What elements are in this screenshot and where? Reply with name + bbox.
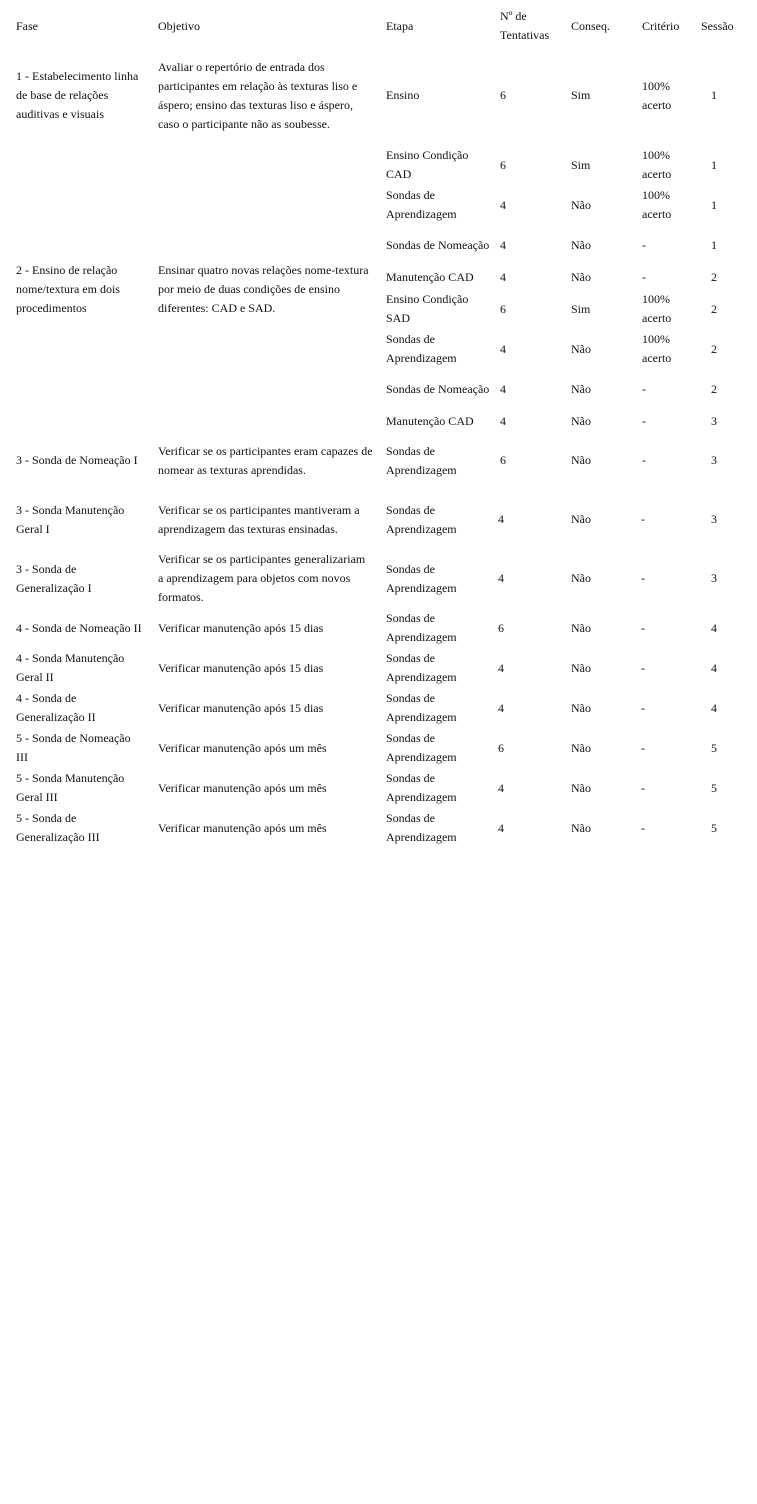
cell-etapa-text: Sondas de Aprendizagem [386,691,457,724]
cell-tentativas [500,186,564,224]
cell-criterio-text: - [641,780,645,795]
cell-conseq-text: Sim [571,157,591,172]
cell-tentativas-text: 4 [500,197,506,212]
cell-conseq-text: Não [571,381,591,396]
cell-tentativas [500,266,564,288]
cell-tentativas-text: 4 [498,700,504,715]
cell-criterio [642,226,696,264]
cell-sessao [711,491,757,548]
cell-tentativas-text: 6 [498,620,504,635]
cell-sessao-text: 5 [711,820,717,835]
cell-conseq-text: Não [571,269,591,284]
cell-conseq-text: Não [571,780,591,795]
column-header-etapa-text: Etapa [386,18,414,33]
cell-etapa-text: Sondas de Nomeação [386,381,490,396]
cell-tentativas [500,226,564,264]
cell-conseq-text: Não [571,197,591,212]
cell-fase [16,146,144,432]
cell-fase [16,609,144,647]
cell-sessao-text: 3 [711,571,717,585]
cell-tentativas-text: 6 [500,453,506,467]
cell-etapa [386,266,494,288]
cell-criterio-text: - [642,453,646,467]
cell-tentativas-text: 4 [500,269,506,284]
cell-sessao [711,330,757,368]
cell-tentativas [498,609,562,647]
cell-criterio [642,370,696,408]
cell-criterio-text: - [641,700,645,715]
cell-fase-text: 5 - Sonda Manutenção Geral III [16,771,125,804]
cell-sessao-text: 2 [711,301,717,316]
cell-sessao-text: 5 [711,780,717,795]
cell-conseq [571,186,637,224]
cell-sessao-text: 4 [711,660,717,675]
cell-objetivo-text: Verificar manutenção após um mês [158,820,327,835]
cell-sessao [711,769,757,807]
cell-conseq-text: Não [571,820,591,835]
cell-objetivo-text: Verificar manutenção após um mês [158,780,327,795]
cell-tentativas [500,432,564,489]
column-header-conseq-text: Conseq. [571,18,610,33]
cell-sessao [711,649,757,687]
cell-criterio [642,290,696,328]
cell-criterio [641,689,695,727]
cell-conseq-text: Não [571,512,591,526]
column-header-conseq [571,7,637,45]
cell-conseq-text: Não [571,700,591,715]
cell-criterio-text: 100% acerto [642,292,672,325]
cell-tentativas-text: 4 [498,512,504,526]
cell-objetivo [158,729,373,767]
cell-conseq-text: Não [571,571,591,585]
cell-sessao-text: 1 [711,88,717,102]
cell-tentativas-text: 4 [500,237,506,252]
cell-sessao-text: 2 [711,381,717,396]
cell-fase-text: 3 - Sonda de Nomeação I [16,453,138,467]
cell-objetivo [158,689,373,727]
cell-objetivo-text: Verificar se os participantes eram capazes de nomear as texturas aprendidas. [158,443,373,477]
cell-objetivo-text: Verificar manutenção após 15 dias [158,620,324,635]
cell-conseq [571,48,637,143]
cell-conseq [571,432,637,489]
column-header-criterio-text: Critério [642,18,680,33]
cell-etapa [386,290,494,328]
cell-etapa [386,729,494,767]
cell-tentativas-text: 6 [498,740,504,755]
cell-tentativas-text: 4 [498,780,504,795]
cell-criterio [641,550,695,607]
cell-sessao [711,432,757,489]
cell-tentativas [498,550,562,607]
cell-etapa [386,769,494,807]
cell-etapa-text: Sondas de Aprendizagem [386,811,457,844]
cell-fase-text: 4 - Sonda de Nomeação II [16,620,142,635]
cell-sessao [711,410,757,432]
cell-sessao-text: 1 [711,237,717,252]
column-header-tentativas [500,7,564,45]
cell-etapa [386,410,494,432]
cell-etapa-text: Sondas de Aprendizagem [386,332,457,365]
cell-criterio-text: - [641,740,645,755]
cell-conseq [571,729,637,767]
cell-sessao-text: 3 [711,512,717,526]
cell-sessao [711,370,757,408]
cell-objetivo [158,769,373,807]
cell-sessao-text: 2 [711,269,717,284]
cell-etapa [386,809,494,847]
cell-conseq [571,330,637,368]
cell-tentativas [498,809,562,847]
column-header-objetivo [158,7,373,45]
cell-objetivo [158,146,373,432]
cell-conseq-text: Sim [571,88,591,102]
column-header-sessao [701,7,751,45]
cell-objetivo [158,649,373,687]
cell-conseq [571,689,637,727]
cell-tentativas-text: 4 [498,571,504,585]
cell-etapa [386,186,494,224]
cell-etapa-text: Sondas de Aprendizagem [386,651,457,684]
cell-conseq-text: Não [571,413,591,428]
cell-etapa-text: Sondas de Aprendizagem [386,188,457,221]
cell-conseq [571,809,637,847]
cell-objetivo-text: Verificar se os participantes mantiveram a aprendizagem das texturas ensinadas. [158,502,360,536]
cell-objetivo-text: Verificar se os participantes generalizariam a aprendizagem para objetos com novos formatos. [158,552,366,604]
cell-etapa [386,491,494,548]
cell-tentativas-text: 4 [498,820,504,835]
cell-conseq-text: Não [571,453,591,467]
cell-sessao [711,550,757,607]
cell-objetivo [158,432,373,489]
cell-tentativas [500,290,564,328]
cell-etapa-text: Ensino [386,88,420,102]
cell-objetivo [158,48,373,143]
cell-conseq [571,226,637,264]
cell-conseq [571,290,637,328]
column-header-criterio [642,7,696,45]
cell-fase-text: 5 - Sonda de Generalização III [16,811,100,844]
cell-tentativas [498,729,562,767]
cell-conseq [571,491,637,548]
cell-criterio [642,48,696,143]
cell-criterio [642,410,696,432]
column-header-fase [16,7,144,45]
cell-conseq-text: Sim [571,301,591,316]
cell-criterio [641,809,695,847]
cell-sessao [711,689,757,727]
cell-etapa-text: Sondas de Aprendizagem [386,502,457,536]
cell-tentativas [500,330,564,368]
cell-sessao [711,290,757,328]
cell-conseq-text: Não [571,620,591,635]
cell-criterio-text: - [642,381,646,396]
cell-conseq-text: Não [571,660,591,675]
cell-objetivo-text: Verificar manutenção após 15 dias [158,700,324,715]
cell-criterio [641,491,695,548]
cell-conseq [571,609,637,647]
cell-fase-text: 3 - Sonda de Generalização I [16,561,92,595]
cell-tentativas-text: 6 [500,157,506,172]
cell-etapa-text: Manutenção CAD [386,413,474,428]
cell-objetivo [158,809,373,847]
cell-conseq-text: Não [571,740,591,755]
cell-etapa [386,226,494,264]
cell-conseq [571,146,637,184]
cell-etapa [386,609,494,647]
cell-criterio-text: 100% acerto [642,148,672,181]
cell-criterio-text: 100% acerto [642,188,672,221]
cell-fase [16,769,144,807]
cell-sessao [711,266,757,288]
cell-etapa-text: Manutenção CAD [386,269,474,284]
cell-sessao-text: 3 [711,453,717,467]
cell-tentativas [498,769,562,807]
cell-criterio-text: - [641,820,645,835]
cell-sessao-text: 4 [711,700,717,715]
cell-fase [16,689,144,727]
cell-sessao-text: 1 [711,197,717,212]
cell-etapa-text: Ensino Condição SAD [386,292,469,325]
cell-sessao [711,146,757,184]
cell-criterio [641,649,695,687]
cell-conseq [571,266,637,288]
cell-fase [16,809,144,847]
cell-criterio [641,609,695,647]
cell-tentativas [500,146,564,184]
cell-tentativas [500,410,564,432]
column-header-fase-text: Fase [16,18,38,33]
cell-criterio [641,769,695,807]
column-header-objetivo-text: Objetivo [158,18,200,33]
cell-criterio-text: - [641,660,645,675]
cell-tentativas-text: 6 [500,88,506,102]
column-header-etapa [386,7,494,45]
cell-criterio [642,330,696,368]
cell-fase-text: 2 - Ensino de relação nome/textura em dois procedimentos [16,262,120,315]
cell-objetivo-text: Verificar manutenção após 15 dias [158,660,324,675]
cell-etapa [386,146,494,184]
cell-fase [16,432,144,489]
cell-tentativas [498,649,562,687]
cell-criterio-text: - [642,413,646,428]
cell-tentativas [500,370,564,408]
cell-fase [16,649,144,687]
column-header-tentativas-text: Nº de Tentativas [500,9,550,42]
cell-etapa [386,550,494,607]
cell-tentativas-text: 6 [500,301,506,316]
cell-sessao [711,48,757,143]
cell-sessao [711,729,757,767]
cell-etapa [386,649,494,687]
cell-etapa [386,370,494,408]
cell-conseq-text: Não [571,237,591,252]
cell-etapa-text: Sondas de Aprendizagem [386,611,457,644]
cell-etapa [386,330,494,368]
cell-criterio [641,729,695,767]
cell-fase-text: 4 - Sonda Manutenção Geral II [16,651,125,684]
cell-sessao-text: 2 [711,341,717,356]
cell-tentativas-text: 4 [498,660,504,675]
cell-fase [16,550,144,607]
cell-etapa [386,432,494,489]
cell-objetivo [158,550,373,607]
cell-fase [16,729,144,767]
column-header-sessao-text: Sessão [701,18,734,33]
cell-fase-text: 5 - Sonda de Nomeação III [16,731,131,764]
cell-fase-text: 3 - Sonda Manutenção Geral I [16,502,125,536]
cell-tentativas-text: 4 [500,413,506,428]
cell-criterio-text: - [641,620,645,635]
cell-conseq [571,550,637,607]
cell-criterio-text: - [642,269,646,284]
cell-etapa [386,689,494,727]
cell-tentativas [498,491,562,548]
cell-criterio-text: 100% acerto [642,78,672,112]
cell-tentativas [498,689,562,727]
cell-criterio-text: - [641,512,645,526]
cell-sessao-text: 5 [711,740,717,755]
cell-criterio [642,186,696,224]
cell-sessao [711,609,757,647]
cell-criterio-text: - [641,571,645,585]
cell-etapa-text: Sondas de Nomeação [386,237,490,252]
cell-objetivo-text: Avaliar o repertório de entrada dos participantes em relação às texturas liso e áspero; ensino das texturas liso e áspero, caso o participante não as soubesse. [158,59,358,131]
cell-etapa [386,48,494,143]
cell-fase [16,491,144,548]
cell-sessao-text: 1 [711,157,717,172]
cell-criterio-text: 100% acerto [642,332,672,365]
cell-etapa-text: Sondas de Aprendizagem [386,731,457,764]
cell-conseq [571,370,637,408]
cell-criterio [642,266,696,288]
cell-fase-text: 1 - Estabelecimento linha de base de relações auditivas e visuais [16,69,139,121]
cell-criterio [642,146,696,184]
cell-tentativas [500,48,564,143]
cell-sessao-text: 4 [711,620,717,635]
cell-tentativas-text: 4 [500,381,506,396]
cell-tentativas-text: 4 [500,341,506,356]
cell-etapa-text: Ensino Condição CAD [386,148,469,181]
cell-sessao-text: 3 [711,413,717,428]
cell-conseq [571,649,637,687]
cell-etapa-text: Sondas de Aprendizagem [386,561,457,595]
cell-objetivo-text: Verificar manutenção após um mês [158,740,327,755]
cell-etapa-text: Sondas de Aprendizagem [386,443,457,477]
cell-objetivo [158,491,373,548]
cell-fase [16,48,144,143]
cell-conseq [571,769,637,807]
cell-sessao [711,809,757,847]
cell-conseq [571,410,637,432]
cell-sessao [711,226,757,264]
cell-objetivo [158,609,373,647]
cell-fase-text: 4 - Sonda de Generalização II [16,691,96,724]
cell-sessao [711,186,757,224]
cell-etapa-text: Sondas de Aprendizagem [386,771,457,804]
cell-criterio-text: - [642,237,646,252]
cell-conseq-text: Não [571,341,591,356]
cell-objetivo-text: Ensinar quatro novas relações nome-textura por meio de duas condições de ensino diferentes: CAD e SAD. [158,262,369,315]
cell-criterio [642,432,696,489]
